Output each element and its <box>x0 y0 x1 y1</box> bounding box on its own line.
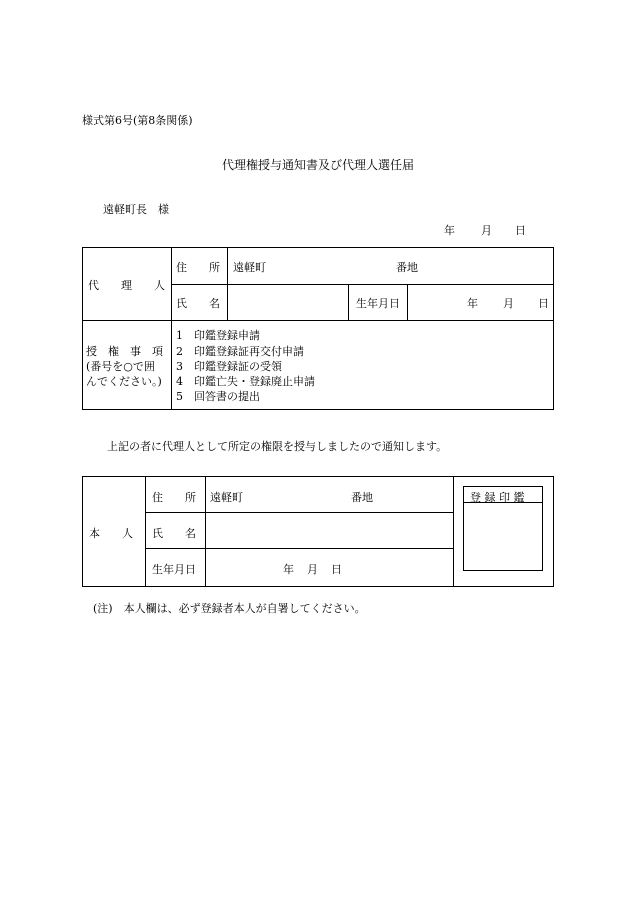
authority-label-2: (番号を○で囲 <box>86 360 155 373</box>
authority-item: 5 回答書の提出 <box>176 390 260 403</box>
authority-label-1: 授 権 事 項 <box>86 345 163 358</box>
note: (注) 本人欄は、必ず登録者本人が自署してください。 <box>93 602 366 615</box>
authority-item: 3 印鑑登録証の受領 <box>176 360 282 373</box>
divider <box>407 284 408 320</box>
principal-address-label: 住 所 <box>152 491 196 504</box>
agent-address-label: 住 所 <box>176 261 220 274</box>
authority-item: 2 印鑑登録証再交付申請 <box>176 345 304 358</box>
divider <box>348 284 349 320</box>
divider <box>227 247 228 320</box>
date-year: 年 <box>444 224 455 237</box>
form-number: 様式第6号(第8条関係) <box>82 114 193 127</box>
seal-label: 登 録 印 鑑 <box>470 491 525 504</box>
authority-label-3: んでください。) <box>86 375 162 388</box>
agent-name-label: 氏 名 <box>176 297 220 310</box>
principal-banchi: 番地 <box>351 491 373 504</box>
date-month: 月 <box>481 224 492 237</box>
principal-birth-day: 日 <box>331 563 342 576</box>
authority-item: 4 印鑑亡失・登録廃止申請 <box>176 375 315 388</box>
agent-birth-label: 生年月日 <box>356 297 400 310</box>
agent-banchi: 番地 <box>396 261 418 274</box>
agent-town: 遠軽町 <box>233 261 266 274</box>
divider <box>453 476 454 587</box>
principal-birth-month: 月 <box>307 563 318 576</box>
divider <box>171 284 554 285</box>
principal-label: 本 人 <box>89 527 133 540</box>
page-title: 代理権授与通知書及び代理人選任届 <box>222 158 415 172</box>
agent-birth-day: 日 <box>538 297 549 310</box>
addressee: 遠軽町長 様 <box>103 203 169 216</box>
agent-label: 代 理 人 <box>88 279 165 292</box>
authority-item: 1 印鑑登録申請 <box>176 329 260 342</box>
principal-birth-year: 年 <box>283 563 294 576</box>
notice-text: 上記の者に代理人として所定の権限を授与しましたので通知します。 <box>107 440 448 453</box>
divider <box>145 548 453 549</box>
principal-name-label: 氏 名 <box>152 527 196 540</box>
divider <box>82 320 554 321</box>
principal-town: 遠軽町 <box>210 491 243 504</box>
agent-birth-month: 月 <box>503 297 514 310</box>
agent-birth-year: 年 <box>467 297 478 310</box>
divider <box>171 247 172 410</box>
principal-birth-label: 生年月日 <box>152 563 196 576</box>
divider <box>145 512 453 513</box>
divider <box>145 476 146 587</box>
date-day: 日 <box>515 224 526 237</box>
divider <box>205 476 206 587</box>
